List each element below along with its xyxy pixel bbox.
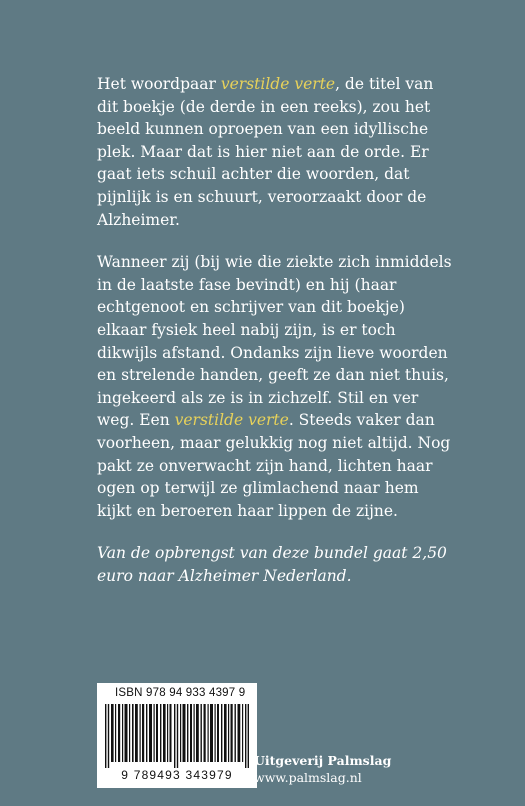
barcode-bars — [105, 704, 249, 768]
title-highlight-2: verstilde verte — [174, 411, 289, 430]
story-text-end: . Steeds vaker dan voorheen, maar gelukkig nog niet altijd. Nog pakt ze onverwacht zijn hand, lichten haar ogen op terwijl ze glimlachend naar hem kijkt en beroeren haar lippen de zijne. — [97, 411, 451, 520]
publisher-name: Uitgeverij Palmslag — [254, 753, 392, 768]
story-text-start: Wanneer zij (bij wie die ziekte zich inmiddels in de laatste fase bevindt) en hij (haar echtgenoot en schrijver van dit boekje) elkaar fysiek heel nabij zijn, is er toch dikwijls afstand. Ondanks zijn lieve woorden en strelende handen, geeft ze dan niet thuis, ingekeerd als ze is in zichzelf. Stil en ver weg. Een — [97, 253, 452, 430]
story-paragraph — [97, 251, 457, 522]
intro-text-end: , de titel van dit boekje (de derde in een reeks), zou het beeld kunnen oproepen van een idyllische plek. Maar dat is hier niet aan de orde. Er gaat iets schuil achter die woorden, dat pijnlijk is en schuurt, veroorzaakt door de Alzheimer. — [97, 75, 434, 229]
intro-paragraph — [97, 73, 457, 231]
donation-note: Van de opbrengst van deze bundel gaat 2,50 euro naar Alzheimer Nederland. — [97, 544, 447, 585]
title-highlight: verstilde verte — [220, 75, 336, 93]
isbn-label: ISBN 978 94 933 4397 9 — [115, 687, 246, 699]
back-cover-text — [97, 73, 457, 607]
publisher-url: www.palmslag.nl — [254, 770, 362, 785]
isbn-barcode — [97, 683, 257, 788]
barcode-digits: 9 789493 343979 — [121, 768, 233, 782]
intro-text-start: Het woordpaar — [97, 75, 221, 93]
publisher-block — [254, 752, 391, 786]
